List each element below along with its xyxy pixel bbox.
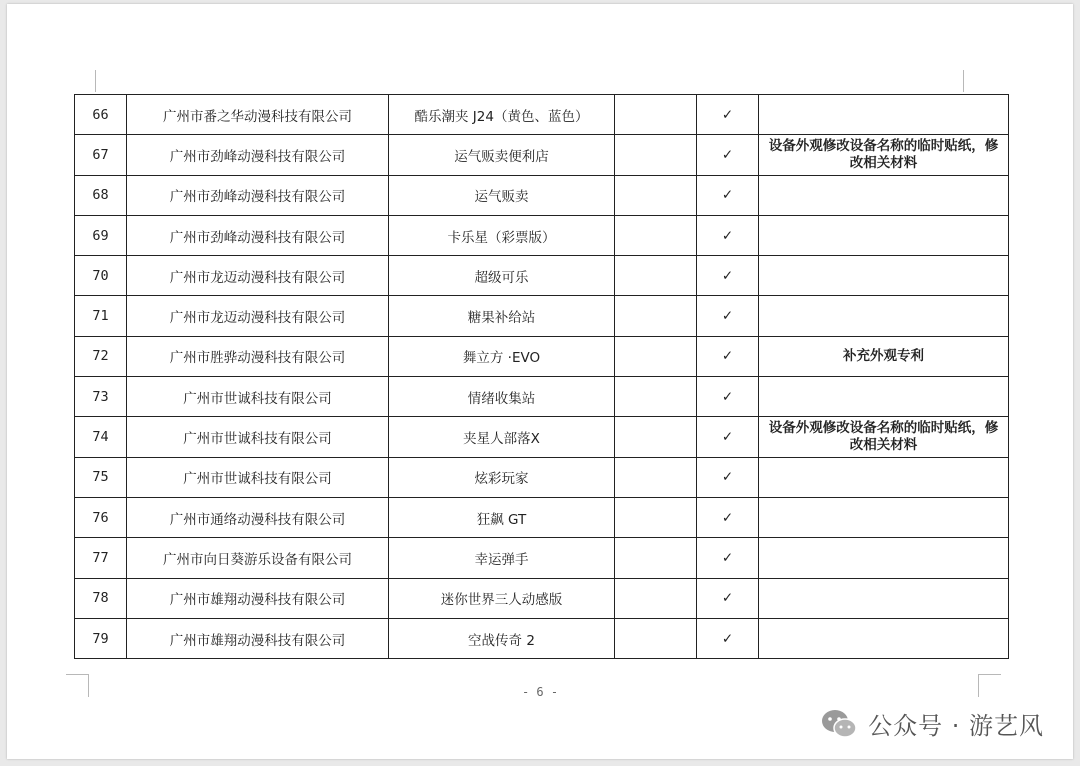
note-cell [759, 457, 1009, 497]
page-number: - 6 - [521, 685, 559, 699]
watermark-text: 公众号 · 游艺风 [868, 712, 1044, 740]
device-name-cell: 卡乐星（彩票版） [389, 215, 615, 255]
wechat-icon [820, 708, 858, 740]
device-name-cell: 夹星人部落X [389, 417, 615, 457]
row-number-cell: 69 [75, 215, 127, 255]
company-cell: 广州市劲峰动漫科技有限公司 [127, 135, 389, 175]
watermark [820, 706, 1044, 741]
note-cell [759, 377, 1009, 417]
row-number-cell: 74 [75, 417, 127, 457]
device-name-cell: 糖果补给站 [389, 296, 615, 336]
note-cell: 设备外观修改设备名称的临时贴纸，修改相关材料 [759, 135, 1009, 175]
company-cell: 广州市雄翔动漫科技有限公司 [127, 578, 389, 618]
row-number-cell: 78 [75, 578, 127, 618]
device-name-cell: 空战传奇 2 [389, 618, 615, 658]
row-number-cell: 76 [75, 497, 127, 537]
company-cell: 广州市胜骅动漫科技有限公司 [127, 336, 389, 376]
note-cell [759, 538, 1009, 578]
crop-mark-top-left [73, 70, 96, 92]
company-cell: 广州市世诚科技有限公司 [127, 417, 389, 457]
checkmark-cell: ✓ [697, 497, 759, 537]
empty-cell [615, 95, 697, 135]
table-row [75, 497, 1009, 537]
note-cell [759, 618, 1009, 658]
note-cell [759, 497, 1009, 537]
company-cell: 广州市世诚科技有限公司 [127, 457, 389, 497]
company-cell: 广州市雄翔动漫科技有限公司 [127, 618, 389, 658]
checkmark-cell: ✓ [697, 135, 759, 175]
checkmark-cell: ✓ [697, 538, 759, 578]
row-number-cell: 72 [75, 336, 127, 376]
empty-cell [615, 618, 697, 658]
row-number-cell: 73 [75, 377, 127, 417]
device-table [74, 94, 1009, 659]
note-cell: 补充外观专利 [759, 336, 1009, 376]
company-cell: 广州市龙迈动漫科技有限公司 [127, 256, 389, 296]
row-number-cell: 70 [75, 256, 127, 296]
table-row [75, 457, 1009, 497]
note-cell [759, 175, 1009, 215]
checkmark-cell: ✓ [697, 215, 759, 255]
table-row [75, 296, 1009, 336]
row-number-cell: 77 [75, 538, 127, 578]
device-name-cell: 炫彩玩家 [389, 457, 615, 497]
row-number-cell: 75 [75, 457, 127, 497]
company-cell: 广州市劲峰动漫科技有限公司 [127, 215, 389, 255]
checkmark-cell: ✓ [697, 175, 759, 215]
device-name-cell: 舞立方 ·EVO [389, 336, 615, 376]
device-name-cell: 酷乐潮夹 J24（黄色、蓝色） [389, 95, 615, 135]
empty-cell [615, 417, 697, 457]
empty-cell [615, 215, 697, 255]
table-row [75, 417, 1009, 457]
checkmark-cell: ✓ [697, 95, 759, 135]
device-name-cell: 迷你世界三人动感版 [389, 578, 615, 618]
row-number-cell: 68 [75, 175, 127, 215]
note-cell [759, 95, 1009, 135]
empty-cell [615, 377, 697, 417]
empty-cell [615, 578, 697, 618]
empty-cell [615, 175, 697, 215]
row-number-cell: 67 [75, 135, 127, 175]
table-row [75, 578, 1009, 618]
note-cell [759, 256, 1009, 296]
device-name-cell: 超级可乐 [389, 256, 615, 296]
row-number-cell: 71 [75, 296, 127, 336]
company-cell: 广州市向日葵游乐设备有限公司 [127, 538, 389, 578]
checkmark-cell: ✓ [697, 256, 759, 296]
table-row [75, 215, 1009, 255]
note-cell [759, 296, 1009, 336]
empty-cell [615, 256, 697, 296]
table-row [75, 377, 1009, 417]
checkmark-cell: ✓ [697, 457, 759, 497]
crop-mark-top-right [963, 70, 986, 92]
table-row [75, 336, 1009, 376]
table-row [75, 618, 1009, 658]
row-number-cell: 66 [75, 95, 127, 135]
empty-cell [615, 135, 697, 175]
empty-cell [615, 296, 697, 336]
device-name-cell: 狂飙 GT [389, 497, 615, 537]
company-cell: 广州市龙迈动漫科技有限公司 [127, 296, 389, 336]
device-name-cell: 情绪收集站 [389, 377, 615, 417]
table-row [75, 135, 1009, 175]
table-row [75, 95, 1009, 135]
checkmark-cell: ✓ [697, 336, 759, 376]
row-number-cell: 79 [75, 618, 127, 658]
checkmark-cell: ✓ [697, 417, 759, 457]
checkmark-cell: ✓ [697, 377, 759, 417]
company-cell: 广州市番之华动漫科技有限公司 [127, 95, 389, 135]
table-row [75, 175, 1009, 215]
checkmark-cell: ✓ [697, 296, 759, 336]
note-cell [759, 578, 1009, 618]
checkmark-cell: ✓ [697, 618, 759, 658]
empty-cell [615, 336, 697, 376]
table-row [75, 256, 1009, 296]
empty-cell [615, 497, 697, 537]
company-cell: 广州市世诚科技有限公司 [127, 377, 389, 417]
device-name-cell: 运气贩卖便利店 [389, 135, 615, 175]
empty-cell [615, 457, 697, 497]
note-cell: 设备外观修改设备名称的临时贴纸，修改相关材料 [759, 417, 1009, 457]
company-cell: 广州市通络动漫科技有限公司 [127, 497, 389, 537]
device-name-cell: 运气贩卖 [389, 175, 615, 215]
company-cell: 广州市劲峰动漫科技有限公司 [127, 175, 389, 215]
note-cell [759, 215, 1009, 255]
device-name-cell: 幸运弹手 [389, 538, 615, 578]
empty-cell [615, 538, 697, 578]
checkmark-cell: ✓ [697, 578, 759, 618]
table-row [75, 538, 1009, 578]
